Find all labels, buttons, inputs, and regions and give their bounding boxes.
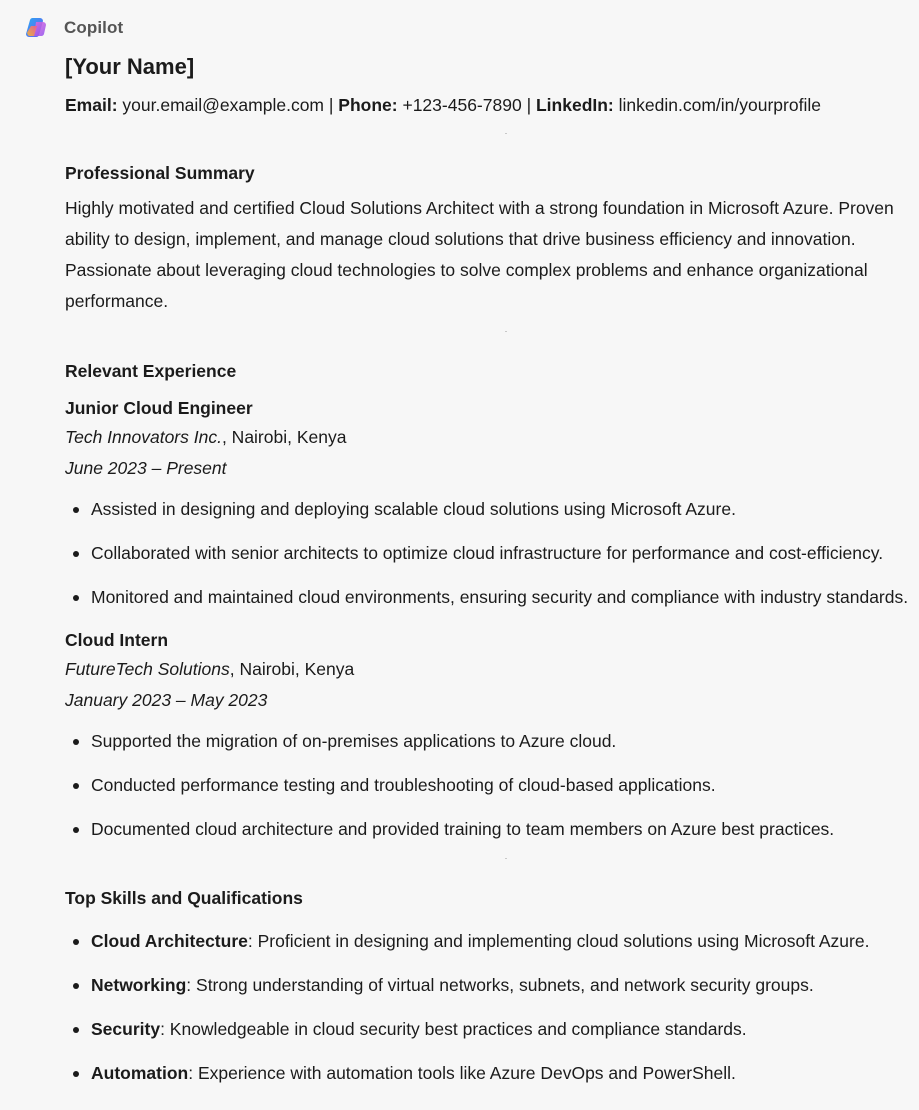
- skill-item: [65, 1059, 919, 1087]
- summary-heading: Professional Summary: [65, 163, 255, 183]
- phone-label: Phone:: [338, 95, 398, 115]
- contact-separator: |: [328, 95, 334, 115]
- list-item: Supported the migration of on-premises applications to Azure cloud.: [65, 727, 919, 755]
- skill-name: Automation: [91, 1063, 189, 1083]
- list-item: Documented cloud architecture and provided training to team members on Azure best practices.: [65, 815, 919, 843]
- job-company-line: [65, 422, 919, 453]
- list-item: Collaborated with senior architects to optimize cloud infrastructure for performance and cost-efficiency.: [65, 539, 919, 567]
- skill-item: [65, 927, 919, 955]
- skill-desc: : Strong understanding of virtual networks, subnets, and network security groups.: [186, 975, 814, 995]
- job-location: , Nairobi, Kenya: [229, 659, 355, 679]
- list-item: Monitored and maintained cloud environments, ensuring security and compliance with industry standards.: [65, 583, 919, 611]
- list-item: Assisted in designing and deploying scalable cloud solutions using Microsoft Azure.: [65, 495, 919, 523]
- email-label: Email:: [65, 95, 118, 115]
- skills-heading: Top Skills and Qualifications: [65, 888, 303, 908]
- section-divider: [65, 331, 919, 332]
- job-company: FutureTech Solutions: [65, 659, 230, 679]
- section-divider: [65, 133, 919, 134]
- phone-value: +123-456-7890: [402, 95, 522, 115]
- skill-item: [65, 1015, 919, 1043]
- job-role: Cloud Intern: [65, 630, 169, 650]
- copilot-logo-icon: [24, 14, 52, 42]
- list-item: Conducted performance testing and troubleshooting of cloud-based applications.: [65, 771, 919, 799]
- skill-name: Networking: [91, 975, 187, 995]
- job-dates: June 2023 – Present: [65, 458, 227, 478]
- linkedin-value: linkedin.com/in/yourprofile: [618, 95, 821, 115]
- job-role: Junior Cloud Engineer: [65, 398, 253, 418]
- job-entry: [65, 394, 919, 611]
- resume-content: [65, 52, 919, 1087]
- job-company-line: [65, 654, 919, 685]
- contact-separator: |: [526, 95, 532, 115]
- resume-name: [Your Name]: [65, 54, 195, 79]
- job-entry: [65, 626, 919, 843]
- summary-text: Highly motivated and certified Cloud Solutions Architect with a strong foundation in Microsoft Azure. Proven ability to design, implement, and manage cloud solutions that drive business efficiency and innovation. Passionate about leveraging cloud technologies to solve complex problems and enhance organizational performance.: [65, 198, 894, 311]
- skill-desc: : Proficient in designing and implementing cloud solutions using Microsoft Azure.: [247, 931, 870, 951]
- skill-desc: : Experience with automation tools like Azure DevOps and PowerShell.: [188, 1063, 736, 1083]
- email-value: your.email@example.com: [122, 95, 324, 115]
- skill-item: [65, 971, 919, 999]
- skill-name: Security: [91, 1019, 161, 1039]
- skill-name: Cloud Architecture: [91, 931, 248, 951]
- experience-heading: Relevant Experience: [65, 361, 237, 381]
- skills-list: [65, 927, 919, 1087]
- job-location: , Nairobi, Kenya: [221, 427, 347, 447]
- copilot-header: [24, 14, 123, 42]
- skill-desc: : Knowledgeable in cloud security best practices and compliance standards.: [160, 1019, 747, 1039]
- linkedin-label: LinkedIn:: [535, 95, 614, 115]
- job-dates: January 2023 – May 2023: [65, 690, 268, 710]
- job-company: Tech Innovators Inc.: [65, 427, 222, 447]
- job-bullets: [65, 727, 919, 843]
- job-bullets: [65, 495, 919, 611]
- app-brand-name: Copilot: [64, 18, 124, 37]
- section-divider: [65, 858, 919, 859]
- contact-line: [65, 91, 919, 119]
